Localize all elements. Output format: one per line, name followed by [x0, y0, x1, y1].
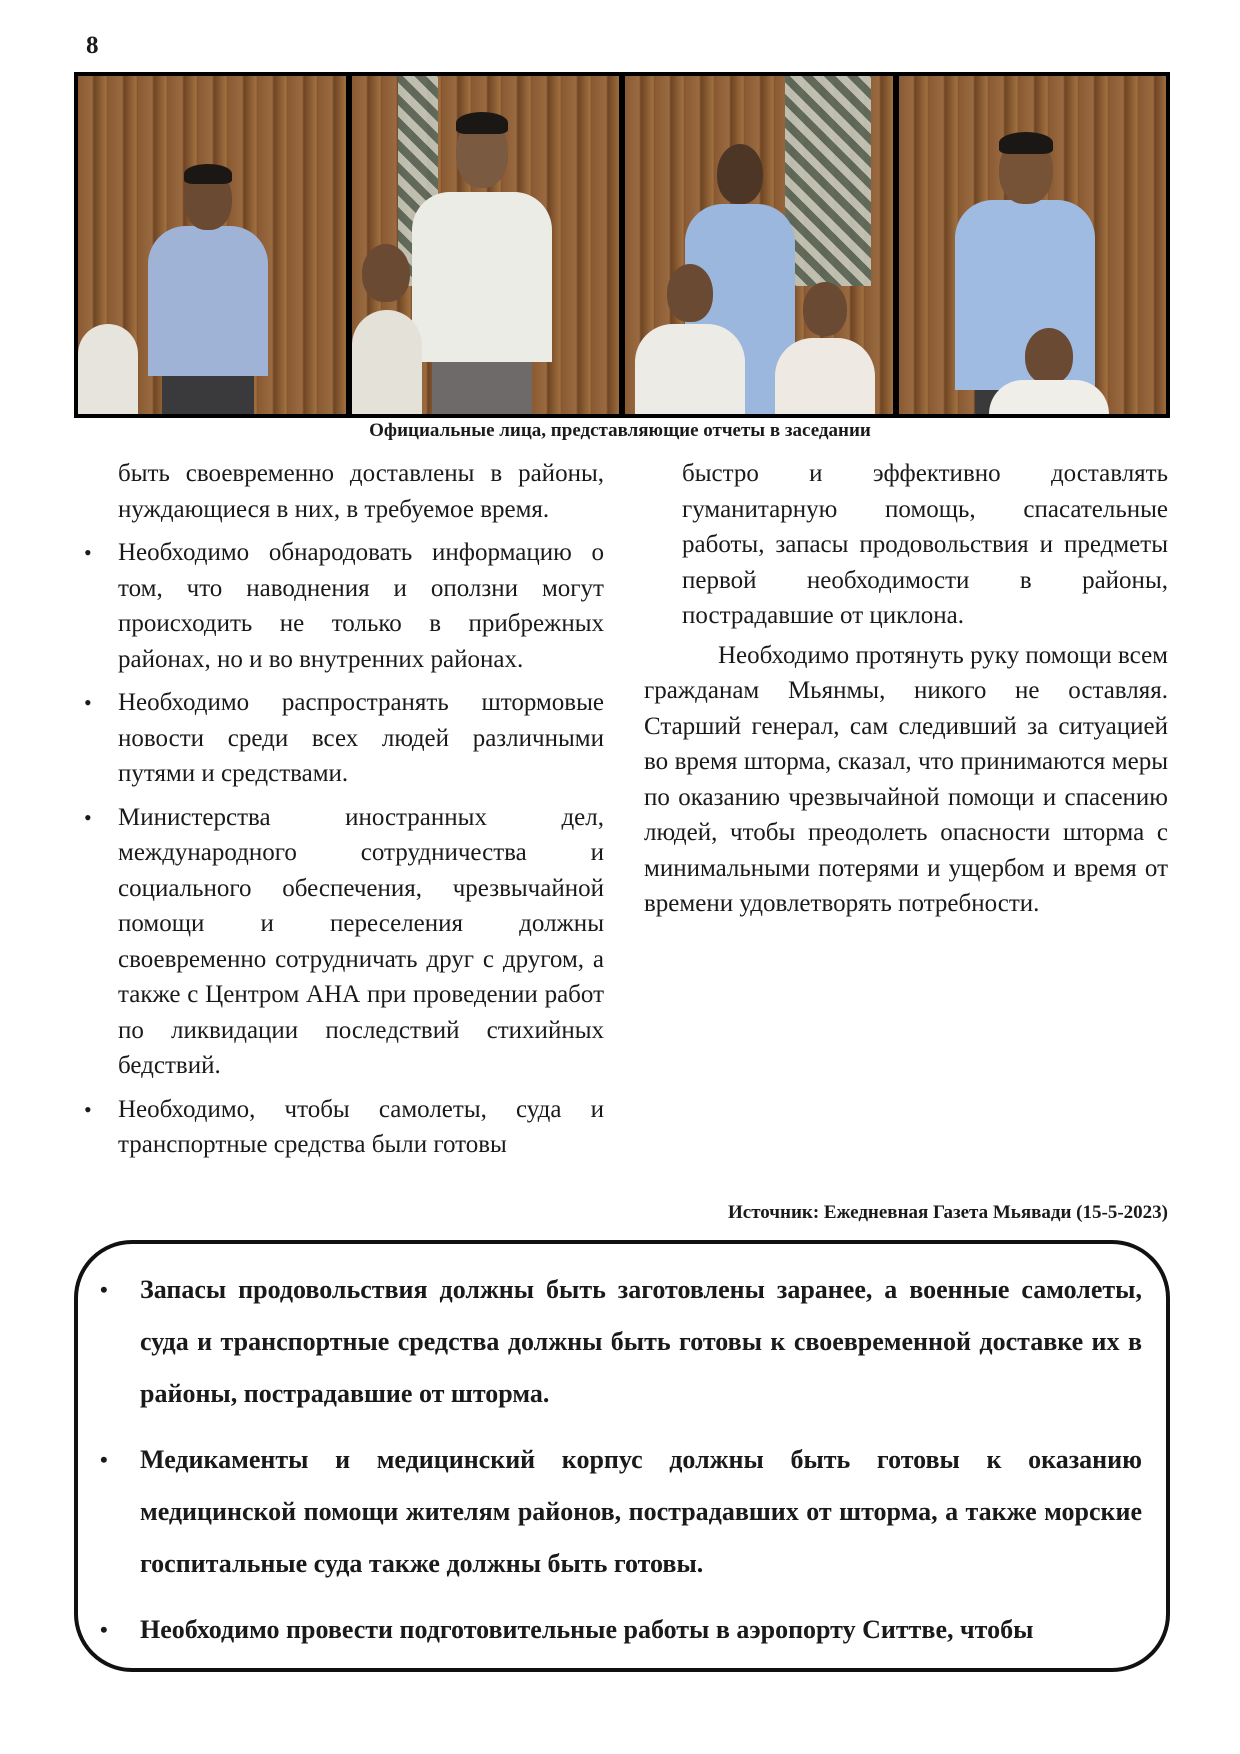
callout-item: • Медикаменты и медицинский корпус должны быть готовы к оказанию медицинской помощи жителям районов, пострадавших от шторма, а также морские госпитальные суда также должны быть готовы. [140, 1434, 1142, 1590]
photo-official-1 [78, 76, 346, 414]
seated-person [78, 284, 138, 414]
bullet-icon: • [84, 1096, 92, 1122]
seated-person [635, 264, 745, 414]
bullet-icon: • [100, 1447, 108, 1472]
list-item: • Необходимо, чтобы самолеты, суда и транспортные средства были готовы [118, 1092, 604, 1163]
seated-person [775, 282, 875, 414]
photo-strip [74, 72, 1170, 418]
left-column [84, 456, 604, 1171]
right-continuation-text: быстро и эффективно доставлять гуманитарную помощь, спасательные работы, запасы продовольствия и предметы первой необходимости в районы, пострадавшие от циклона. [682, 460, 1168, 629]
list-item: • Министерства иностранных дел, международного сотрудничества и социального обеспечения, чрезвычайной помощи и переселения должны своевременно сотрудничать друг с другом, а также с Центром АНА при проведении работ по ликвидации последствий стихийных бедствий. [118, 800, 604, 1084]
bullet-icon: • [84, 690, 92, 715]
callout-item: • Необходимо провести подготовительные работы в аэропорту Ситтве, чтобы [140, 1604, 1142, 1656]
source-credit: Источник: Ежедневная Газета Мьявади (15-5-2023) [728, 1202, 1168, 1223]
left-lead-text: быть своевременно доставлены в районы, нуждающиеся в них, в требуемое время. [118, 460, 604, 523]
bullet-icon: • [84, 804, 92, 830]
right-column [644, 456, 1168, 922]
bullet-icon: • [84, 540, 92, 565]
photo-official-4 [899, 76, 1167, 414]
person-figure [412, 94, 552, 414]
callout-bullet-list [100, 1264, 1142, 1670]
seated-person [989, 328, 1109, 414]
list-item: • Необходимо обнародовать информацию о том, что наводнения и оползни могут происходить не только в прибрежных районах, но и во внутренних районах. [118, 535, 604, 677]
right-paragraph: Необходимо протянуть руку помощи всем гражданам Мьянмы, никого не оставляя. Старший генерал, сам следивший за ситуацией во время шторма, сказал, что принимаются меры по оказанию чрезвычайной помощи и спасению людей, чтобы преодолеть опасности шторма с минимальными потерями и ущербом и время от времени удовлетворять потребности. [644, 641, 1168, 917]
bullet-icon: • [100, 1617, 108, 1642]
photo-official-2 [352, 76, 620, 414]
left-bullet-list [84, 535, 604, 1163]
photo-caption: Официальные лица, представляющие отчеты в заседании [369, 420, 871, 441]
list-item: • Необходимо распространять штормовые новости среди всех людей различными путями и средствами. [118, 685, 604, 792]
page-number: 8 [86, 32, 99, 59]
person-figure [148, 114, 268, 414]
callout-item: • Запасы продовольствия должны быть заготовлены заранее, а военные самолеты, суда и транспортные средства должны быть готовы к своевременной доставке их в районы, пострадавшие от шторма. [140, 1264, 1142, 1420]
seated-person [352, 244, 422, 414]
bullet-icon: • [100, 1277, 108, 1302]
callout-box [74, 1240, 1170, 1672]
photo-official-3 [625, 76, 893, 414]
